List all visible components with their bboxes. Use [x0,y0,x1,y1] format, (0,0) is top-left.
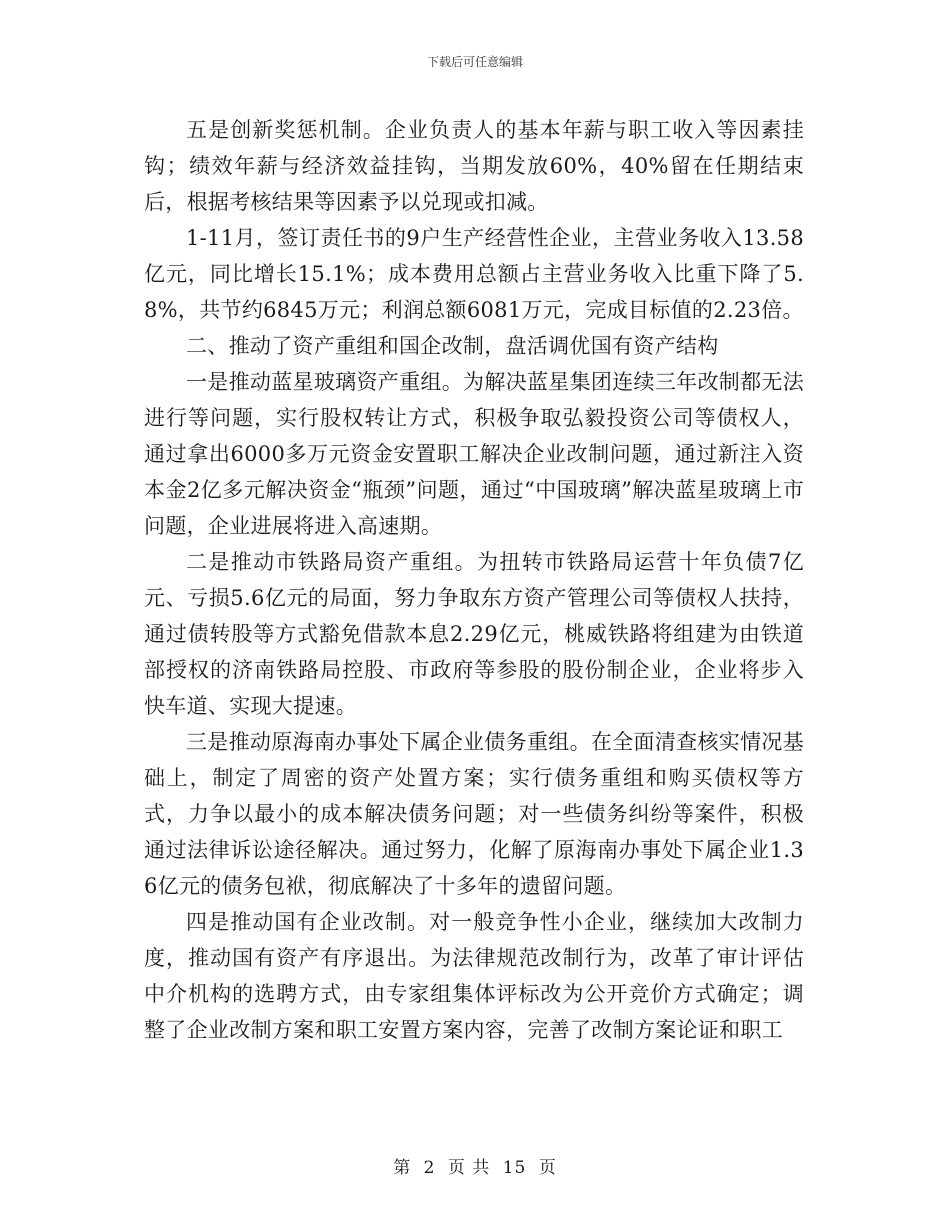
paragraph: 一是推动蓝星玻璃资产重组。为解决蓝星集团连续三年改制都无法进行等问题，实行股权转让方式，积极争取弘毅投资公司等债权人，通过拿出6000多万元资金安置职工解决企业改制问题，通过新注入资本金2亿多元解决资金“瓶颈”问题，通过“中国玻璃”解决蓝星玻璃上市问题，企业进展将进入高速期。 [144,370,804,538]
page-footer [0,1153,950,1178]
paragraph: 四是推动国有企业改制。对一般竞争性小企业，继续加大改制力度，推动国有资产有序退出。为法律规范改制行为，改革了审计评估中介机构的选聘方式，由专家组集体评标改为公开竞价方式确定；调整了企业改制方案和职工安置方案内容，完善了改制方案论证和职工 [144,910,804,1042]
paragraph: 五是创新奖惩机制。企业负责人的基本年薪与职工收入等因素挂钩；绩效年薪与经济效益挂钩，当期发放60%，40%留在任期结束后，根据考核结果等因素予以兑现或扣减。 [144,118,804,214]
page-prefix: 第 [393,1158,412,1178]
page-number: 2 [423,1158,436,1178]
document-body [144,112,804,1048]
paragraph: 1-11月，签订责任书的9户生产经营性企业，主营业务收入13.58亿元，同比增长15.1%；成本费用总额占主营业务收入比重下降了5.8%，共节约6845万元；利润总额6081万元，完成目标值的2.23倍。 [144,226,804,322]
page-middle: 页 共 [447,1158,491,1178]
page-total: 15 [502,1158,527,1178]
page-header: 下载后可任意编辑 [426,55,523,69]
section-heading: 二、推动了资产重组和国企改制，盘活调优国有资产结构 [186,334,719,358]
paragraph: 二是推动市铁路局资产重组。为扭转市铁路局运营十年负债7亿元、亏损5.6亿元的局面，努力争取东方资产管理公司等债权人扶持，通过债转股等方式豁免借款本息2.29亿元，桃威铁路将组建为由铁道部授权的济南铁路局控股、市政府等参股的股份制企业，企业将步入快车道、实现大提速。 [144,550,804,718]
page-suffix: 页 [538,1158,557,1178]
paragraph: 三是推动原海南办事处下属企业债务重组。在全面清查核实情况基础上，制定了周密的资产处置方案；实行债务重组和购买债权等方式，力争以最小的成本解决债务问题；对一些债务纠纷等案件，积极通过法律诉讼途径解决。通过努力，化解了原海南办事处下属企业1.36亿元的债务包袱，彻底解决了十多年的遗留问题。 [144,730,804,898]
